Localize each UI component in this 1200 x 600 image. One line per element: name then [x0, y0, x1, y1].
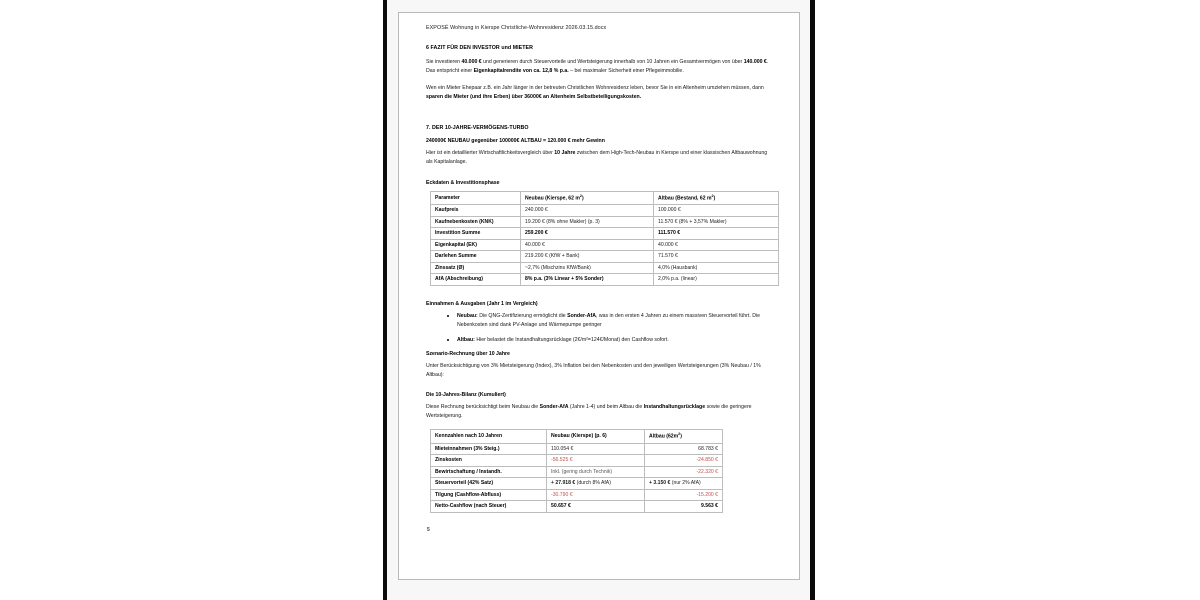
bilanz-neubau-5: 50.657 €: [547, 501, 645, 513]
bilanz-neubau-0: 110.054 €: [547, 443, 645, 455]
bilanz-altbau-3: + 3.150 € (nur 2% AfA): [645, 478, 723, 490]
section-7-intro: [426, 149, 774, 167]
section-6-heading: 6 FAZIT FÜR DEN INVESTOR und MIETER: [426, 45, 534, 52]
eckdaten-param-3: Eigenkapital (EK): [431, 239, 521, 251]
table-row: [431, 501, 723, 513]
s6-p1-text4: – bei maximaler Sicherheit einer Pflegeimmobilie.: [568, 68, 684, 75]
eckdaten-header-altbau: Altbau (Bestand, 62 $m^2$): [654, 191, 779, 204]
table-row: [431, 478, 723, 490]
bilanz-kennzahl-3: Steuervorteil (42% Satz): [431, 478, 547, 490]
eckdaten-neubau-4: 219.200 € (KfW + Bank): [521, 251, 654, 263]
table-row: [431, 228, 779, 240]
section-7-heading: 7. DER 10-JAHRE-VERMÖGENS-TURBO: [426, 124, 529, 131]
einnahmen-title: Einnahmen & Ausgaben (Jahr 1 im Vergleich): [426, 300, 538, 307]
s6-p2-text1: Wen ein Mieter Ehepaar z.B. ein Jahr länger in der betreuten Christlichen Wohnresidenz leben, bevor Sie in ein Altenheim umziehen müssen, dann: [426, 84, 764, 91]
bilanz-altbau-5: 9.563 €: [645, 501, 723, 513]
table-row: [431, 216, 779, 228]
eckdaten-neubau-5: ~2,7% (Mischzins KfW/Bank): [521, 262, 654, 274]
eckdaten-neubau-2: 259.200 €: [521, 228, 654, 240]
eckdaten-altbau-5: 4,0% (Hausbank): [654, 262, 779, 274]
list-item: [457, 312, 774, 330]
eckdaten-param-0: Kaufpreis: [431, 204, 521, 216]
bilanz-intro-text1: Diese Rechnung berücksichtigt beim Neubau die: [426, 404, 540, 411]
spacer: [426, 110, 774, 125]
szenario-title: Szenario-Rechnung über 10 Jahre: [426, 350, 510, 357]
list-item: [457, 336, 774, 345]
table-row: [431, 251, 779, 263]
document-filename: EXPOSÉ Wohnung in Kierspe Christliche-Wohnresidenz 2026.03.15.docx: [426, 25, 607, 31]
bilanz-neubau-1: -56.525 €: [547, 455, 645, 467]
eckdaten-neubau-6: 8% p.a. (3% Linear + 5% Sonder): [521, 274, 654, 286]
eckdaten-altbau-6: 2,0% p.a. (linear): [654, 274, 779, 286]
eckdaten-neubau-1: 19.200 € (8% ohne Makler) (p. 3): [521, 216, 654, 228]
bullet-0-text1: Die QNG-Zertifizierung ermöglicht die: [477, 312, 568, 319]
bilanz-kennzahl-5: Netto-Cashflow (nach Steuer): [431, 501, 547, 513]
table-row: [431, 466, 723, 478]
bilanz-altbau-2: -22.320 €: [645, 466, 723, 478]
bilanz-table: [430, 429, 723, 513]
bilanz-altbau-4: -15.200 €: [645, 489, 723, 501]
bilanz-neubau-3: + 27.918 € (durch 8% AfA): [547, 478, 645, 490]
eckdaten-param-4: Darlehen Summe: [431, 251, 521, 263]
table-row: [431, 443, 723, 455]
eckdaten-table-body: [431, 191, 779, 285]
eckdaten-param-2: Investition Summe: [431, 228, 521, 240]
bilanz-kennzahl-1: Zinskosten: [431, 455, 547, 467]
bullet-0-text2: , was in den ersten 4 Jahren zu einem massiven Steuervorteil führt. Die Nebenkosten sind dank PV-Anlage und Wärmepumpe geringer: [457, 312, 761, 328]
eckdaten-altbau-1: 11.570 € (8% + 3,57% Makler): [654, 216, 779, 228]
bullet-1-text1: Hier belastet die Instandhaltungsrücklage (2€/m²=124€/Monat) den Cashflow sofort.: [474, 336, 669, 343]
s6-p1-bold1: 40.000 €: [461, 59, 482, 66]
eckdaten-param-6: AfA (Abschreibung): [431, 274, 521, 286]
bilanz-altbau-0: 68.783 €: [645, 443, 723, 455]
eckdaten-altbau-2: 111.570 €: [654, 228, 779, 240]
bullet-0-bold: Sonder-AfA: [567, 312, 596, 319]
table-row: [431, 455, 723, 467]
table-row: [431, 489, 723, 501]
document-content: [399, 13, 799, 533]
letterbox-right: [810, 0, 815, 600]
s6-p1-bold3: Eigenkapitalrendite von ca. 12,8 % p.a.: [473, 68, 569, 75]
bilanz-kennzahl-2: Bewirtschaftung / Instandh.: [431, 466, 547, 478]
s7-intro-text2: zwischen dem High-Tech-Neubau in Kierspe und einer klassischen Altbauwohnung als Kapitalanlage.: [426, 149, 768, 165]
s6-p1-text3: . Das entspricht einer: [426, 59, 769, 75]
eckdaten-header-param: Parameter: [431, 191, 521, 204]
szenario-text: Unter Berücksichtigung von 3% Mietsteigerung (Index), 3% Inflation bei den Nebenkosten und den jeweiligen Wertsteigerungen (3% Neubau / 1% Altbau):: [426, 362, 761, 378]
bilanz-intro-bold2: Instandhaltungsrücklage: [643, 404, 706, 411]
bilanz-neubau-2: Inkl. (gering durch Technik): [547, 466, 645, 478]
bilanz-intro-text3: sowie die geringere Wertsteigerung.: [426, 404, 752, 420]
bilanz-title: Die 10-Jahres-Bilanz (Kumuliert): [426, 392, 506, 399]
bilanz-intro: [426, 403, 774, 421]
table-row: [431, 239, 779, 251]
table-row: [431, 262, 779, 274]
table-row: [431, 204, 779, 216]
bilanz-header-altbau: Altbau $(62m^2)$: [645, 430, 723, 443]
section-6-paragraph-1: [426, 58, 774, 76]
table-header-row: [431, 191, 779, 204]
bilanz-kennzahl-4: Tilgung (Cashflow-Abfluss): [431, 489, 547, 501]
bullet-1-label: Altbau:: [457, 336, 475, 343]
bilanz-kennzahl-0: Mieteinnahmen (3% Steig.): [431, 443, 547, 455]
page-number: 5: [427, 526, 430, 533]
eckdaten-altbau-4: 71.570 €: [654, 251, 779, 263]
eckdaten-neubau-3: 40.000 €: [521, 239, 654, 251]
bilanz-header-neubau: Neubau (Kierspe) (p. 6): [547, 430, 645, 443]
eckdaten-table: [430, 191, 779, 286]
table-header-row: [431, 430, 723, 443]
s6-p1-text1: Sie investieren: [426, 59, 462, 66]
eckdaten-altbau-0: 100.000 €: [654, 204, 779, 216]
eckdaten-param-1: Kaufnebenkosten (KNK): [431, 216, 521, 228]
bilanz-altbau-1: -24.850 €: [645, 455, 723, 467]
eckdaten-title: Eckdaten & Investitionsphase: [426, 179, 500, 186]
s7-intro-text1: Hier ist ein detaillierter Wirtschaftlichkeitsvergleich über: [426, 149, 555, 156]
bullet-0-label: Neubau:: [457, 312, 478, 319]
eckdaten-altbau-3: 40.000 €: [654, 239, 779, 251]
s6-p1-text2: und generieren durch Steuervorteile und Wertsteigerung innerhalb von 10 Jahren ein Gesamtvermögen von über: [481, 59, 744, 66]
eckdaten-param-5: Zinssatz (Ø): [431, 262, 521, 274]
eckdaten-neubau-0: 240.000 €: [521, 204, 654, 216]
section-6-paragraph-2: [426, 84, 774, 102]
einnahmen-bullet-list: [426, 312, 774, 345]
s7-intro-bold1: 10 Jahre: [554, 149, 576, 156]
s6-p2-bold1: sparen die Mieter (und ihre Erben) über 36000€ an Altenheim Selbstbeteiligungskosten.: [426, 93, 642, 100]
bilanz-intro-bold1: Sonder-AfA: [539, 404, 569, 411]
section-7-subheading: 240000€ NEUBAU gegenüber 100000€ ALTBAU = 120.000 € mehr Gewinn: [426, 137, 605, 144]
bilanz-table-body: [431, 430, 723, 513]
eckdaten-header-neubau: Neubau (Kierspe, 62 $m^2$): [521, 191, 654, 204]
s6-p1-bold2: 140.000 €: [743, 59, 767, 66]
table-row: [431, 274, 779, 286]
bilanz-intro-text2: (Jahre 1-4) und beim Altbau die: [568, 404, 644, 411]
bilanz-header-kennzahl: Kennzahlen nach 10 Jahren: [431, 430, 547, 443]
document-page: [398, 12, 800, 580]
bilanz-neubau-4: -30.790 €: [547, 489, 645, 501]
